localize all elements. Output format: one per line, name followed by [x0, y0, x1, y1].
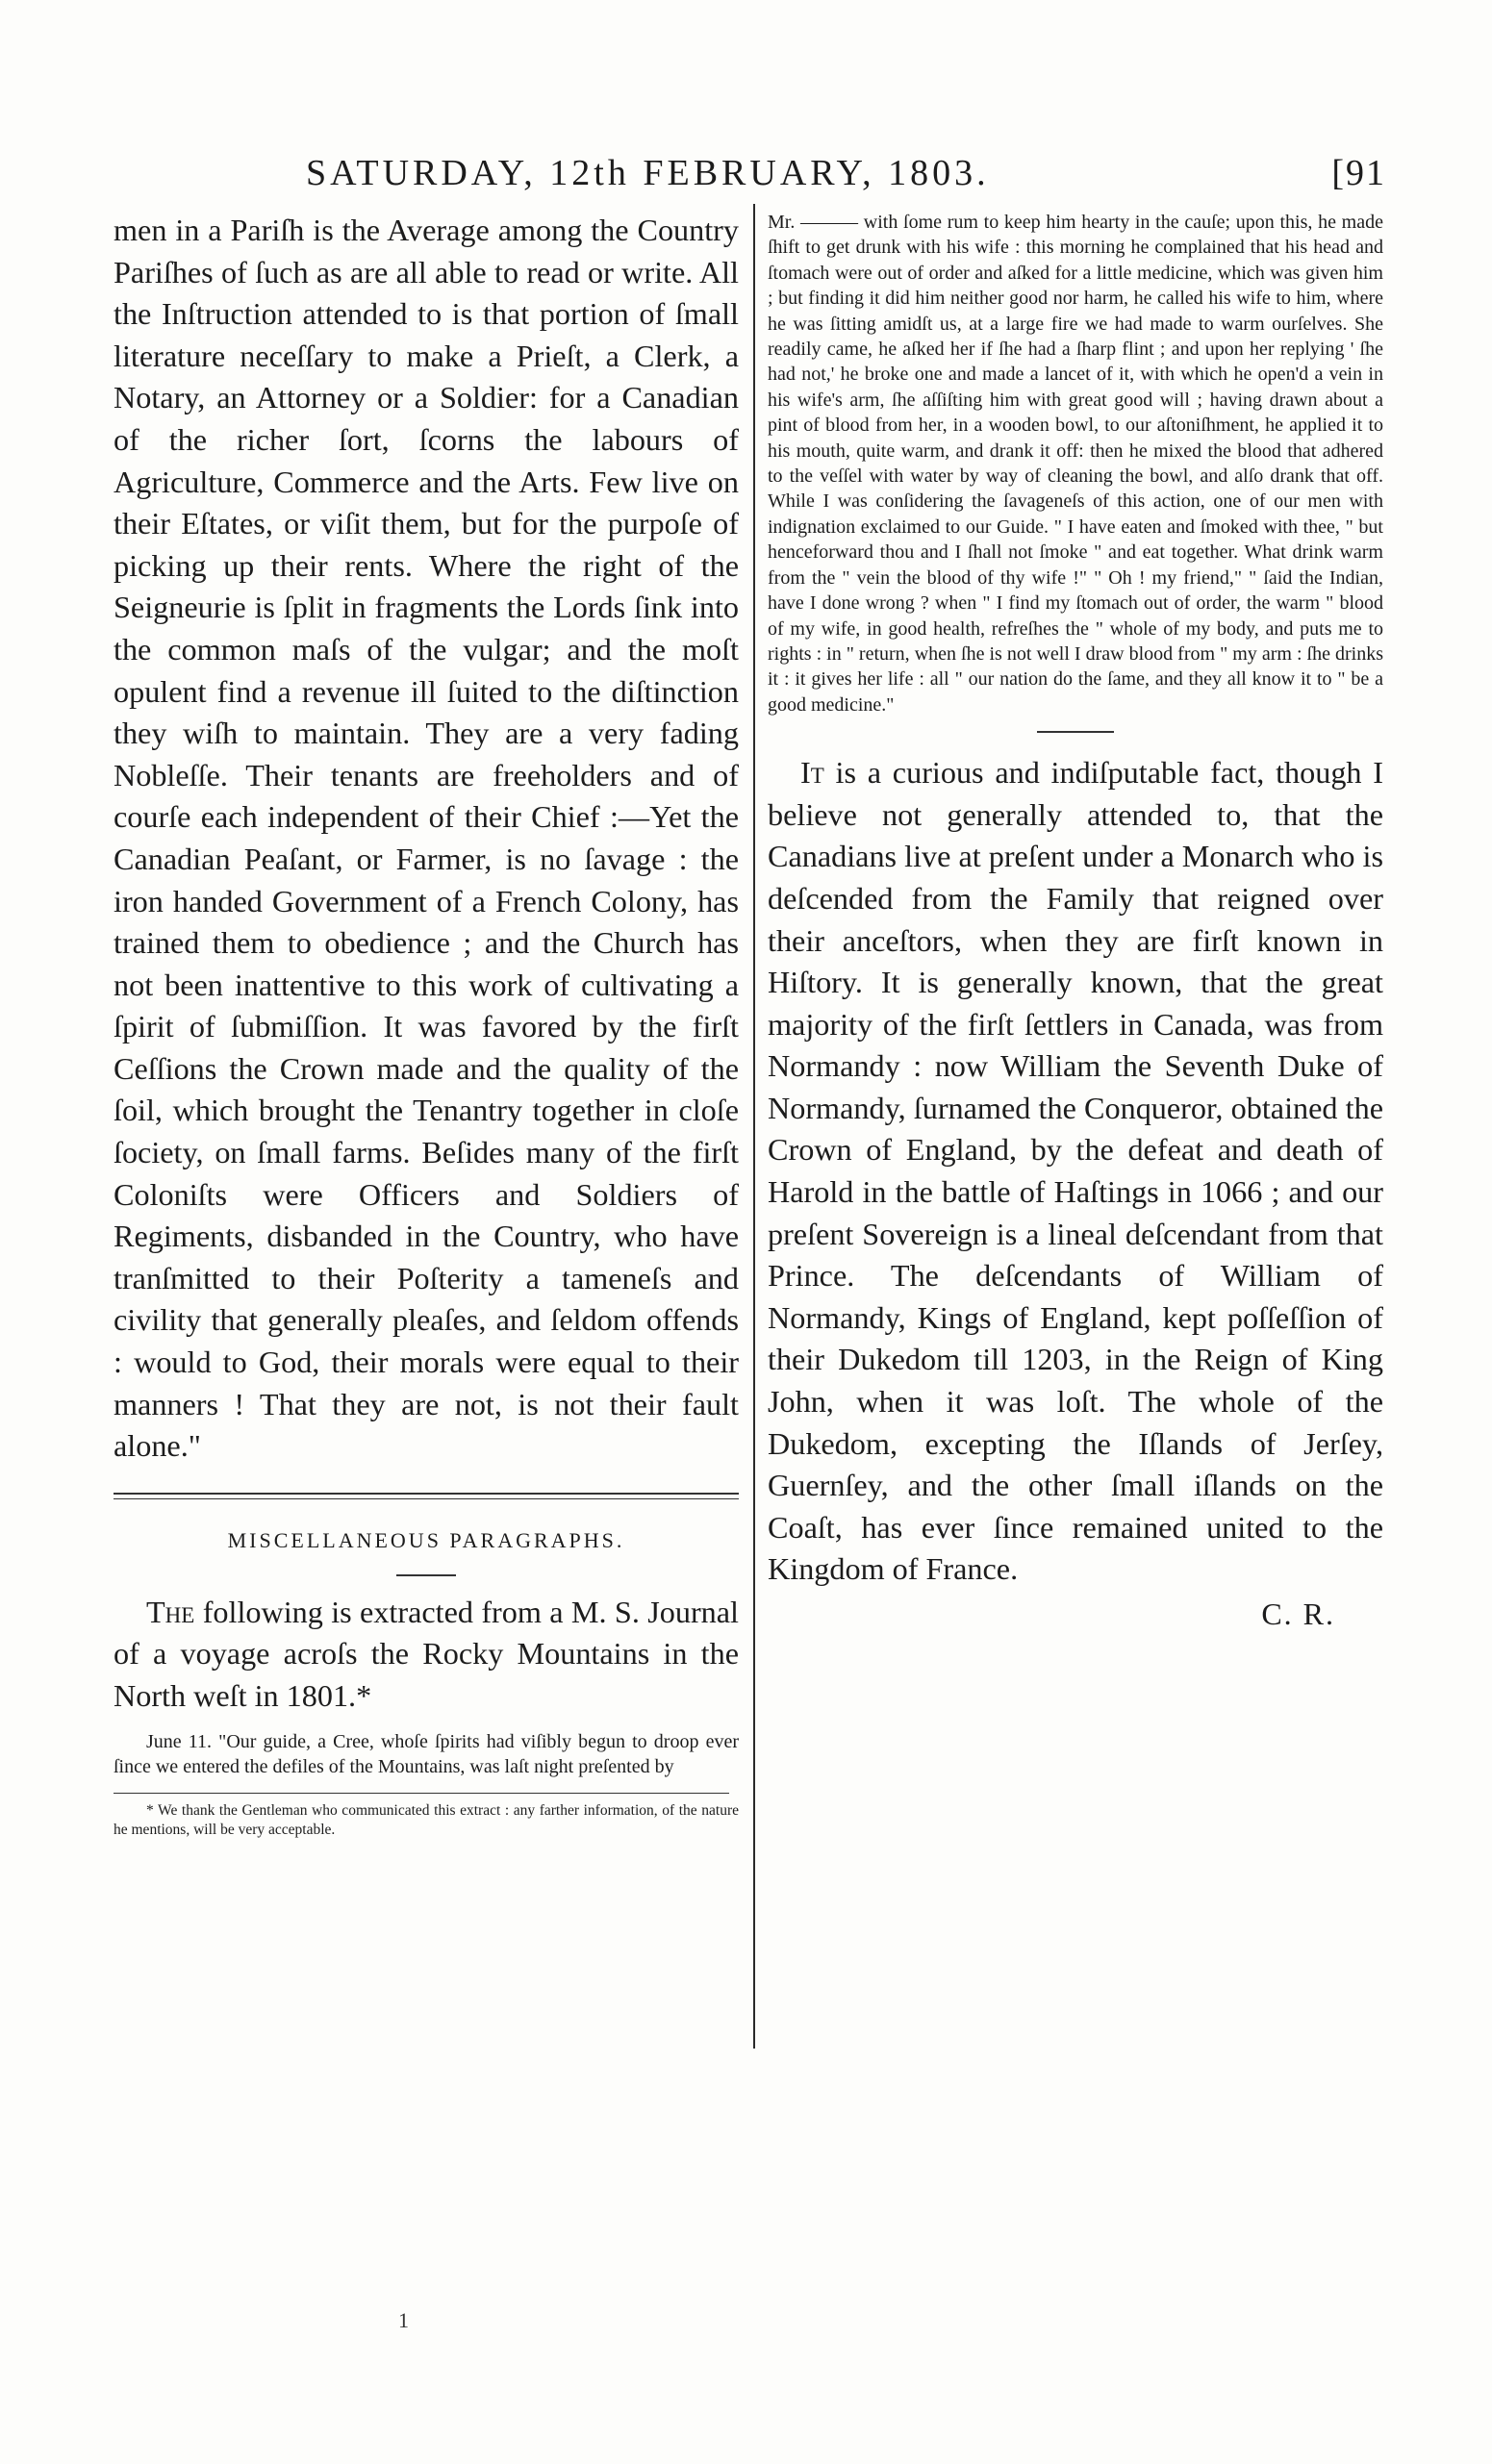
printer-mark: 1 [398, 2308, 409, 2332]
normandy-paragraph [768, 752, 1383, 1591]
section-heading: MISCELLANEOUS PARAGRAPHS. [227, 1527, 625, 1552]
journal-entry-start: June 11. "Our guide, a Cree, whoſe ſpirits had viſibly begun to droop ever ſince we entered the defiles of the Mountains, was laſt night preſented by [114, 1730, 739, 1777]
intro-text: following is extracted from a M. S. Journal of a voyage acroſs the Rocky Mountains in the North weſt in 1801.* [114, 1594, 739, 1713]
paragraph-rule [1037, 731, 1114, 733]
journal-intro-paragraph [114, 1592, 739, 1718]
footnote: * We thank the Gentleman who communicated this extract : any farther information, of the nature he mentions, will be very acceptable. [114, 1802, 739, 1839]
section-divider [114, 1493, 739, 1499]
right-column [768, 210, 1383, 1632]
running-head [289, 152, 1386, 200]
page-date-title: SATURDAY, 12th FEBRUARY, 1803. [306, 153, 990, 193]
author-signature: C. R. [1261, 1597, 1335, 1631]
column-divider [753, 204, 755, 2049]
para-text: is a curious and indiſputable fact, though I believe not generally attended to, that the Canadians live at preſent under a Monarch who is deſcended from the Family that reigned over their anceſtors, when they are firſt known in Hiſtory. It is generally known, that the great majority of the firſt ſettlers in Canada, was from Normandy : now William the Seventh Duke of Normandy, ſurnamed the Conqueror, obtained the Crown of England, by the defeat and death of Harold in the battle of Haſtings in 1066 ; and our preſent Sovereign is a lineal deſcendant from that Prince. The deſcendants of William of Normandy, Kings of England, kept poſſeſſion of their Dukedom till 1203, in the Reign of King John, when it was loſt. The whole of the Dukedom, excepting the Iſlands of Jerſey, Guernſey, and the other ſmall iſlands on the Coaſt, has ever ſince remained united to the Kingdom of France. [768, 755, 1383, 1587]
continued-article-text: men in a Pariſh is the Average among the Country Pariſhes of ſuch as are all able to read or write. All the Inſtruction attended to is that portion of ſmall literature neceſſary to make a Prieſt, a Clerk, a Notary, an Attorney or a Soldier: for a Canadian of the richer ſort, ſcorns the labours of Agriculture, Commerce and the Arts. Few live on their Eſtates, or viſit them, but for the purpoſe of picking up their rents. Where the right of the Seigneurie is ſplit in fragments the Lords ſink into the common maſs of the vulgar; and the moſt opulent find a revenue ill ſuited to the diſtinction they wiſh to maintain. They are a very fading Nobleſſe. Their tenants are freeholders and of courſe each independent of their Chief :—Yet the Canadian Peaſant, or Farmer, is no ſavage : the iron handed Government of a French Colony, has trained them to obedience ; and the Church has not been inattentive to this work of cultivating a ſpirit of ſubmiſſion. It was favored by the firſt Ceſſions the Crown made and the quality of the ſoil, which brought the Tenantry together in cloſe ſociety, on ſmall farms. Beſides many of the firſt Coloniſts were Officers and Soldiers of Regiments, disbanded in the Country, who have tranſmitted to their Poſterity a tameneſs and civility that generally pleaſes, and ſeldom offends : would to God, their morals were equal to their manners ! That they are not, is not their fault alone." [114, 213, 739, 1464]
page-number: [91 [1331, 153, 1386, 193]
left-column [114, 210, 739, 1840]
heading-rule [396, 1574, 456, 1576]
para-first-word: It [800, 755, 824, 791]
journal-entry-continued: Mr. ——— with ſome rum to keep him hearty in the cauſe; upon this, he made ſhift to get drunk with his wife : this morning he complained that his head and ſtomach were out of order and aſked for a little medicine, which was given him ; but finding it did him neither good nor harm, he called his wife to him, where he was ſitting amidſt us, at a large fire we had made to warm ourſelves. She readily came, he aſked her if ſhe had a ſharp flint ; and upon her replying ' ſhe had not,' he broke one and made a lancet of it, with which he open'd a vein in his wife's arm, ſhe aſſiſting him with great good will ; having drawn about a pint of blood from her, in a wooden bowl, to our aſtoniſhment, he applied it to his mouth, quite warm, and drank it off: then he mixed the blood that adhered to the veſſel with water by way of cleaning the bowl, and alſo drank that off. While I was conſidering the ſavageneſs of this action, one of our men with indignation exclaimed to our Guide. " I have eaten and ſmoked with thee, " but henceforward thou and I ſhall not ſmoke " and eat together. What drink warm from the " vein the blood of thy wife !" " Oh ! my friend," " ſaid the Indian, have I done wrong ? when " I find my ſtomach out of order, the warm " blood of my wife, in good health, refreſhes the " whole of my body, and puts me to rights : in " return, when ſhe is not well I draw blood from " my arm : ſhe drinks it : it gives her life : all " our nation do the ſame, and they all know it to " be a good medicine." [768, 212, 1383, 716]
footnote-rule [114, 1793, 729, 1794]
intro-first-word: The [146, 1594, 195, 1629]
